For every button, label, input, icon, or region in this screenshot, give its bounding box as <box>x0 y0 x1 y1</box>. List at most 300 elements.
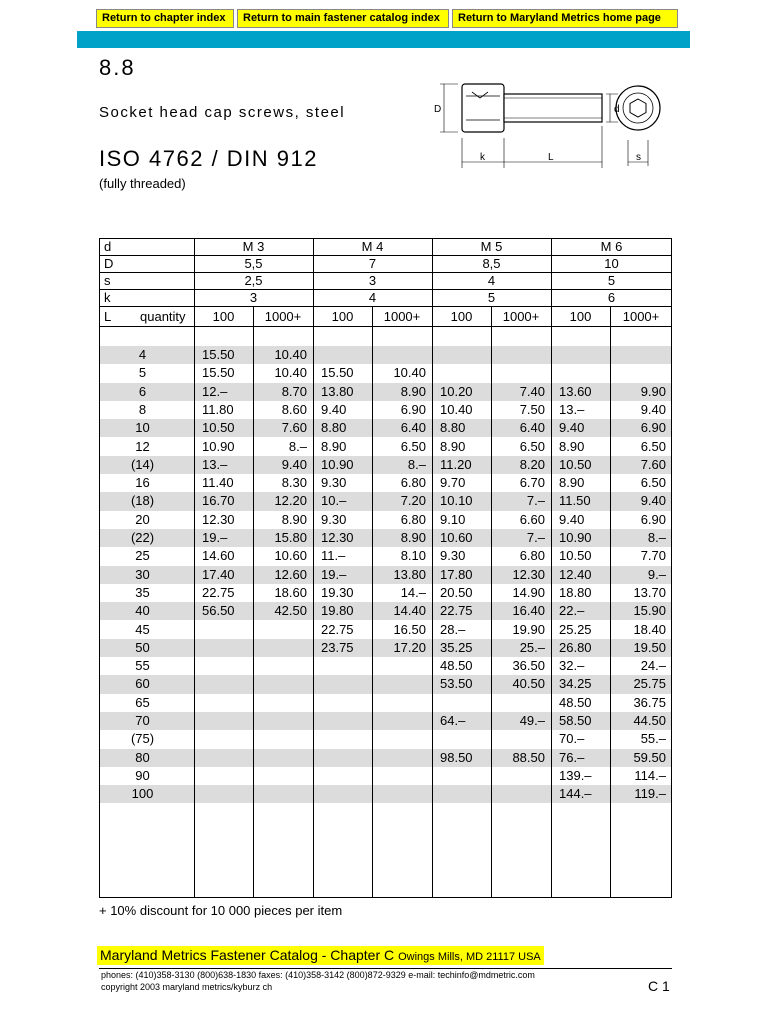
price-cell: 8.80 <box>321 420 347 436</box>
price-cell: 25.25 <box>559 621 592 637</box>
price-cell: 10.20 <box>440 383 473 399</box>
qty-1000-m6: 1000+ <box>622 309 660 324</box>
spec-value: 5,5 <box>244 256 263 271</box>
price-cell <box>253 730 313 748</box>
table-row <box>100 621 671 639</box>
location: Owings Mills, MD 21117 USA <box>398 951 541 963</box>
price-cell: 58.50 <box>559 713 592 728</box>
price-cell <box>194 639 253 657</box>
spec-label: d <box>104 239 112 254</box>
price-cell: 10.90 <box>559 530 592 545</box>
price-cell <box>313 346 372 364</box>
page-number: C 1 <box>648 978 670 994</box>
length-cell: 90 <box>135 767 150 783</box>
price-cell: 19.– <box>202 530 228 545</box>
price-cell: 13.60 <box>559 383 592 399</box>
spec-value: 5 <box>607 273 616 288</box>
price-cell: 8.90 <box>321 438 347 454</box>
length-label: L <box>104 309 112 324</box>
header-band <box>77 31 690 48</box>
length-cell: 10 <box>135 420 150 436</box>
price-cell: 13.80 <box>393 566 426 582</box>
price-cell: 10.50 <box>559 548 592 564</box>
price-cell: 11.– <box>321 548 346 564</box>
price-cell: 17.80 <box>440 566 473 582</box>
catalog-title: Maryland Metrics Fastener Catalog - Chapter C <box>100 947 395 963</box>
price-cell: 19.– <box>321 566 347 582</box>
price-cell <box>194 730 253 748</box>
price-cell: 7.70 <box>640 548 666 564</box>
length-cell: 65 <box>135 694 150 710</box>
price-cell: 14.60 <box>202 548 235 564</box>
price-cell: 13.– <box>559 401 585 417</box>
price-cell: 6.80 <box>519 548 545 564</box>
qty-1000-m4: 1000+ <box>383 309 421 324</box>
spec-label: k <box>104 290 111 305</box>
price-cell: 13.80 <box>321 383 354 399</box>
price-cell <box>372 346 432 364</box>
price-cell: 42.50 <box>274 603 307 619</box>
quantity-row <box>100 307 671 327</box>
length-cell: 12 <box>135 438 150 454</box>
screw-drawing <box>430 70 670 180</box>
price-cell: 6.80 <box>400 475 426 491</box>
price-cell: 10.10 <box>440 493 473 509</box>
price-cell <box>491 785 551 803</box>
price-cell: 48.50 <box>559 694 592 710</box>
price-cell: 9.– <box>647 566 666 582</box>
price-cell: 9.90 <box>640 383 666 399</box>
price-cell: 98.50 <box>440 749 473 765</box>
price-cell: 23.75 <box>321 639 354 655</box>
price-cell <box>253 785 313 803</box>
price-cell <box>372 767 432 785</box>
length-cell: 6 <box>138 383 147 399</box>
price-cell: 8.20 <box>519 456 545 472</box>
price-cell: 9.40 <box>640 401 666 417</box>
price-cell <box>253 675 313 693</box>
price-cell: 9.40 <box>321 401 347 417</box>
price-cell: 40.50 <box>512 676 545 692</box>
table-row <box>100 730 671 748</box>
price-cell: 19.80 <box>321 603 354 619</box>
price-cell: 18.80 <box>559 584 592 600</box>
price-cell <box>253 694 313 712</box>
price-cell <box>491 730 551 748</box>
table-row <box>100 456 671 474</box>
price-cell <box>313 694 372 712</box>
price-cell: 14.40 <box>393 603 426 619</box>
price-cell: 32.– <box>559 658 585 674</box>
price-cell: 8.– <box>647 530 666 545</box>
price-cell: 70.– <box>559 731 585 747</box>
price-cell <box>432 767 491 785</box>
price-cell <box>313 657 372 675</box>
price-cell: 14.– <box>400 584 426 600</box>
spec-value: 3 <box>368 273 377 288</box>
price-cell: 6.50 <box>519 438 545 454</box>
price-cell: 6.50 <box>640 475 666 491</box>
price-cell <box>194 712 253 730</box>
price-cell: 12.30 <box>321 530 354 545</box>
price-cell: 10.60 <box>440 530 473 545</box>
spec-value: 2,5 <box>244 273 263 288</box>
price-cell: 49.– <box>519 713 545 728</box>
price-cell <box>432 730 491 748</box>
price-cell <box>432 694 491 712</box>
length-cell: 35 <box>135 584 150 600</box>
price-cell <box>194 694 253 712</box>
price-cell: 16.70 <box>202 493 235 509</box>
price-cell: 19.30 <box>321 584 354 600</box>
price-cell <box>194 749 253 767</box>
table-row <box>100 785 671 803</box>
contact-info: phones: (410)358-3130 (800)638-1830 faxes: (410)358-3142 (800)872-9329 e-mail: techinfo@mdmetric.com <box>101 970 535 980</box>
dim-s-label: s <box>636 152 641 163</box>
price-cell: 15.90 <box>633 603 666 619</box>
price-cell: 13.70 <box>633 584 666 600</box>
thread-note: (fully threaded) <box>99 176 186 191</box>
price-cell <box>253 712 313 730</box>
length-cell: 40 <box>135 603 150 619</box>
price-cell: 10.40 <box>274 365 307 381</box>
price-cell <box>372 730 432 748</box>
dim-d-label: d <box>614 104 620 115</box>
price-cell <box>253 657 313 675</box>
price-cell: 22.75 <box>321 621 354 637</box>
price-cell: 25.– <box>519 639 545 655</box>
price-cell: 25.75 <box>633 676 666 692</box>
price-cell <box>610 364 672 382</box>
price-cell: 8.10 <box>400 548 426 564</box>
table-row <box>100 547 671 565</box>
table-row <box>100 438 671 456</box>
price-cell <box>372 785 432 803</box>
price-cell <box>194 675 253 693</box>
qty-100-m4: 100 <box>331 309 354 324</box>
price-cell: 10.40 <box>274 347 307 362</box>
price-cell: 8.30 <box>281 475 307 491</box>
price-cell: 10.– <box>321 493 347 509</box>
price-cell <box>313 712 372 730</box>
price-cell: 22.– <box>559 603 585 619</box>
price-cell: 6.70 <box>519 475 545 491</box>
table-row <box>100 749 671 767</box>
discount-note: + 10% discount for 10 000 pieces per item <box>99 903 343 918</box>
table-row <box>100 566 671 584</box>
spec-value: 7 <box>368 256 377 271</box>
dim-k-label: k <box>480 152 485 163</box>
price-cell: 7.– <box>526 493 545 509</box>
price-cell <box>491 346 551 364</box>
table-row <box>100 767 671 785</box>
price-cell: 9.30 <box>440 548 466 564</box>
spec-value: M 3 <box>242 239 265 254</box>
table-row <box>100 364 671 382</box>
price-cell: 8.60 <box>281 401 307 417</box>
price-cell: 10.40 <box>393 365 426 381</box>
price-cell: 6.90 <box>640 511 666 527</box>
price-cell: 7.60 <box>281 420 307 436</box>
table-row <box>100 602 671 620</box>
price-cell <box>253 767 313 785</box>
price-cell: 12.– <box>202 383 228 399</box>
price-cell: 9.40 <box>559 511 585 527</box>
price-cell: 12.60 <box>274 566 307 582</box>
qty-100-m6: 100 <box>569 309 592 324</box>
table-row <box>100 401 671 419</box>
price-cell <box>432 346 491 364</box>
spec-value: 5 <box>487 290 496 305</box>
spec-row-k <box>100 290 671 307</box>
qty-1000-m3: 1000+ <box>264 309 302 324</box>
price-cell: 6.40 <box>519 420 545 436</box>
price-cell: 8.80 <box>440 420 466 436</box>
price-cell <box>313 730 372 748</box>
price-cell <box>372 749 432 767</box>
price-cell: 20.50 <box>440 584 473 600</box>
price-cell: 9.30 <box>321 475 347 491</box>
price-cell: 24.– <box>640 658 666 674</box>
price-cell: 18.60 <box>274 584 307 600</box>
price-cell <box>313 675 372 693</box>
spec-row-s <box>100 273 671 290</box>
price-cell: 114.– <box>634 767 666 783</box>
price-cell <box>372 694 432 712</box>
price-cell: 59.50 <box>633 749 666 765</box>
price-cell: 11.50 <box>559 493 591 509</box>
price-cell: 55.– <box>640 731 666 747</box>
price-cell <box>551 364 610 382</box>
price-cell: 15.50 <box>321 365 354 381</box>
table-row <box>100 639 671 657</box>
price-cell <box>491 364 551 382</box>
table-row <box>100 675 671 693</box>
price-cell: 9.30 <box>321 511 347 527</box>
price-cell: 119.– <box>634 786 666 802</box>
price-cell: 7.50 <box>519 401 545 417</box>
price-cell: 12.30 <box>512 566 545 582</box>
price-cell: 8.90 <box>400 530 426 545</box>
price-cell <box>313 785 372 803</box>
price-cell: 11.20 <box>440 456 472 472</box>
dim-D-label: D <box>434 104 442 115</box>
spec-row-D <box>100 256 671 273</box>
price-cell: 139.– <box>559 767 592 783</box>
length-cell: 25 <box>135 548 150 564</box>
standard-title: ISO 4762 / DIN 912 <box>99 146 318 171</box>
price-cell: 8.– <box>407 456 426 472</box>
price-cell: 8.70 <box>281 383 307 399</box>
spec-value: M 5 <box>480 239 503 254</box>
price-cell: 53.50 <box>440 676 473 692</box>
price-cell: 35.25 <box>440 639 473 655</box>
price-cell: 15.80 <box>274 530 307 545</box>
price-cell: 6.80 <box>400 511 426 527</box>
price-cell: 10.90 <box>321 456 354 472</box>
price-cell: 7.60 <box>640 456 666 472</box>
price-cell: 15.50 <box>202 365 235 381</box>
price-cell: 28.– <box>440 621 466 637</box>
price-cell: 48.50 <box>440 658 473 674</box>
length-cell: 20 <box>135 511 150 527</box>
spec-row-d <box>100 239 671 256</box>
price-table <box>99 238 672 898</box>
price-cell <box>551 346 610 364</box>
price-cell <box>372 657 432 675</box>
price-cell: 19.90 <box>512 621 545 637</box>
price-cell: 9.40 <box>559 420 585 436</box>
nav-bar <box>96 9 678 28</box>
table-row <box>100 584 671 602</box>
qty-1000-m5: 1000+ <box>502 309 540 324</box>
table-row <box>100 419 671 437</box>
price-cell: 10.50 <box>202 420 235 436</box>
price-cell: 36.75 <box>633 694 666 710</box>
price-cell <box>610 346 672 364</box>
price-cell: 22.75 <box>440 603 473 619</box>
price-cell: 56.50 <box>202 603 235 619</box>
price-cell: 64.– <box>440 713 466 728</box>
length-cell: 60 <box>135 676 150 692</box>
catalog-index-link[interactable]: Return to main fastener catalog index <box>237 9 449 28</box>
length-cell: 100 <box>131 786 154 802</box>
price-cell <box>432 364 491 382</box>
price-cell: 6.40 <box>400 420 426 436</box>
price-cell: 10.60 <box>274 548 307 564</box>
length-cell: 8 <box>138 401 147 417</box>
price-cell: 8.90 <box>281 511 307 527</box>
price-cell: 10.40 <box>440 401 473 417</box>
length-cell: 45 <box>135 621 150 637</box>
price-cell: 19.50 <box>633 639 666 655</box>
price-cell: 6.50 <box>640 438 666 454</box>
qty-100-m3: 100 <box>212 309 235 324</box>
price-cell: 9.10 <box>440 511 466 527</box>
table-row <box>100 492 671 510</box>
dim-L-label: L <box>548 152 554 163</box>
price-cell: 44.50 <box>633 713 666 728</box>
length-cell: (18) <box>130 493 155 509</box>
price-cell <box>432 785 491 803</box>
price-cell: 16.50 <box>393 621 426 637</box>
price-cell: 76.– <box>559 749 585 765</box>
spec-value: 8,5 <box>482 256 501 271</box>
price-cell: 8.90 <box>559 438 585 454</box>
length-cell: (22) <box>130 530 155 545</box>
price-cell: 14.90 <box>512 584 545 600</box>
grade-title: 8.8 <box>99 55 136 80</box>
price-cell: 12.40 <box>559 566 592 582</box>
length-cell: 70 <box>135 713 150 728</box>
price-cell: 7.40 <box>519 383 545 399</box>
price-cell <box>491 767 551 785</box>
length-cell: 4 <box>138 347 147 362</box>
qty-100-m5: 100 <box>450 309 473 324</box>
price-cell: 12.20 <box>274 493 307 509</box>
price-cell: 6.90 <box>640 420 666 436</box>
price-cell: 10.50 <box>559 456 592 472</box>
footer-title <box>97 946 544 965</box>
table-row <box>100 657 671 675</box>
length-cell: 50 <box>135 639 150 655</box>
table-row <box>100 511 671 529</box>
spec-value: 4 <box>487 273 496 288</box>
price-cell: 13.– <box>202 456 228 472</box>
price-cell: 7.20 <box>400 493 426 509</box>
price-cell <box>194 767 253 785</box>
price-cell: 6.90 <box>400 401 426 417</box>
price-cell <box>194 657 253 675</box>
price-cell: 17.20 <box>393 639 426 655</box>
price-cell <box>253 639 313 657</box>
price-cell <box>313 767 372 785</box>
length-cell: 80 <box>135 749 150 765</box>
price-cell: 9.40 <box>640 493 666 509</box>
length-cell: 5 <box>138 365 147 381</box>
table-row <box>100 529 671 547</box>
table-row <box>100 383 671 401</box>
price-cell: 6.60 <box>519 511 545 527</box>
table-row <box>100 694 671 712</box>
spec-value: 10 <box>604 256 619 271</box>
spec-value: 3 <box>249 290 258 305</box>
price-cell: 6.50 <box>400 438 426 454</box>
length-cell: 16 <box>135 475 150 491</box>
price-cell: 36.50 <box>512 658 545 674</box>
price-cell: 8.90 <box>400 383 426 399</box>
price-cell <box>491 694 551 712</box>
price-cell: 144.– <box>559 786 592 802</box>
price-cell <box>372 675 432 693</box>
price-cell: 15.50 <box>202 347 235 362</box>
price-cell: 11.40 <box>202 475 234 491</box>
price-cell: 88.50 <box>512 749 545 765</box>
quantity-label: quantity <box>140 309 186 324</box>
length-cell: (75) <box>130 731 155 747</box>
table-row <box>100 346 671 364</box>
price-cell: 17.40 <box>202 566 235 582</box>
table-row <box>100 474 671 492</box>
product-subtitle: Socket head cap screws, steel <box>99 104 346 121</box>
length-cell: (14) <box>130 456 155 472</box>
price-cell: 7.– <box>526 530 545 545</box>
price-cell <box>194 621 253 639</box>
price-cell: 11.80 <box>202 401 234 417</box>
chapter-index-link[interactable]: Return to chapter index <box>96 9 234 28</box>
length-cell: 55 <box>135 658 150 674</box>
price-cell: 16.40 <box>512 603 545 619</box>
price-cell: 22.75 <box>202 584 235 600</box>
price-cell: 10.90 <box>202 438 235 454</box>
home-page-link[interactable]: Return to Maryland Metrics home page <box>452 9 678 28</box>
price-cell <box>194 785 253 803</box>
price-cell: 12.30 <box>202 511 235 527</box>
spec-label: D <box>104 256 114 271</box>
spec-value: M 4 <box>361 239 384 254</box>
spec-value: M 6 <box>600 239 623 254</box>
price-cell: 18.40 <box>633 621 666 637</box>
price-cell: 34.25 <box>559 676 592 692</box>
price-cell: 8.90 <box>559 475 585 491</box>
price-cell <box>253 621 313 639</box>
price-cell: 9.40 <box>281 456 307 472</box>
price-cell <box>313 749 372 767</box>
price-cell: 26.80 <box>559 639 592 655</box>
price-cell <box>253 749 313 767</box>
length-cell: 30 <box>135 566 150 582</box>
price-cell: 9.70 <box>440 475 466 491</box>
